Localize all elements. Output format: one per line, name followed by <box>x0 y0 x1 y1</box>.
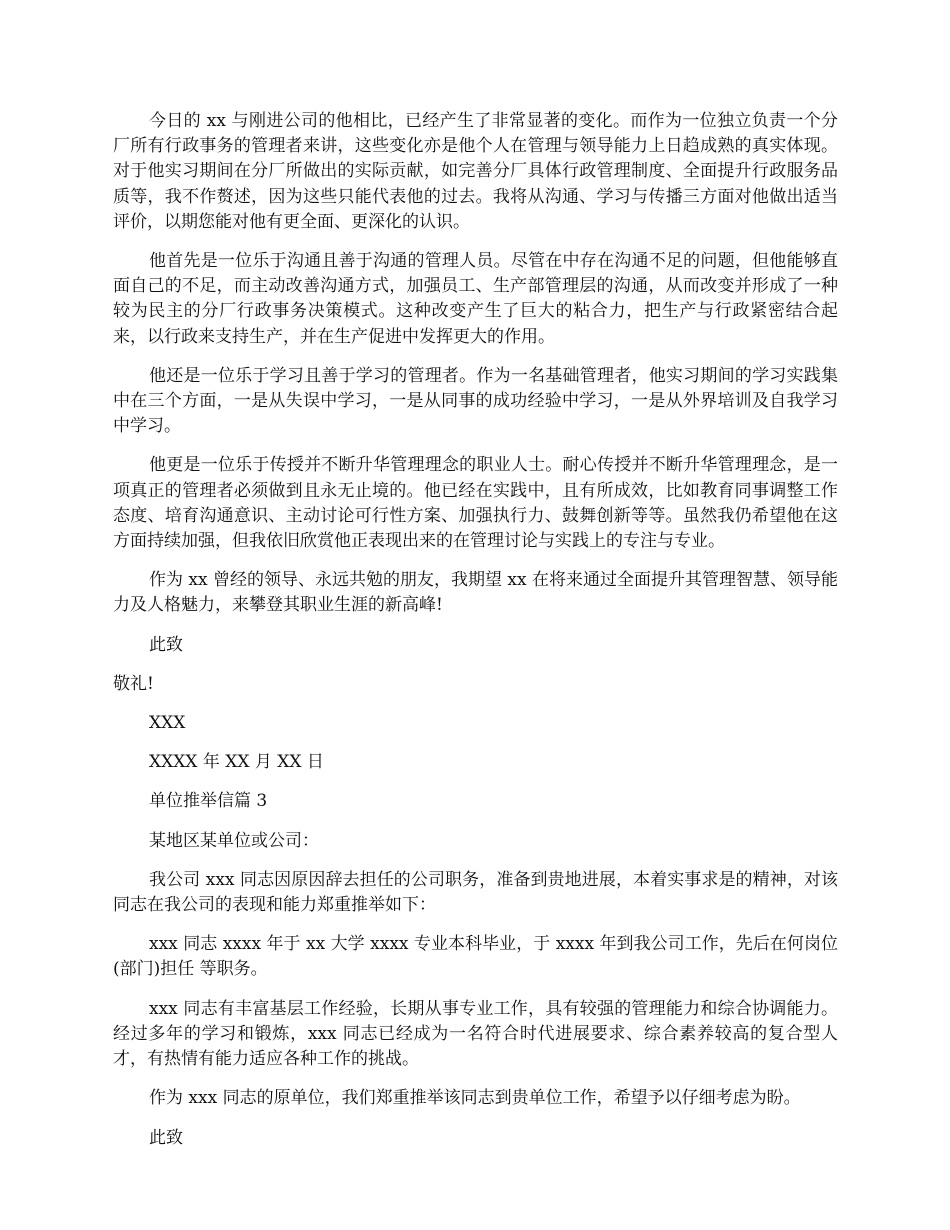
signature-name: XXX <box>149 713 186 734</box>
document-page <box>113 109 838 1165</box>
salutation-cizhi: 此致 <box>149 634 183 655</box>
paragraph-evaluation-intro: 今日的 xx 与刚进公司的他相比，已经产生了非常显著的变化。而作为一位独立负责一个分厂所有行政事务的管理者来讲，这些变化亦是他个人在管理与领导能力上日趋成熟的真实体现。对于他实习期间在分厂所做出的实际贡献，如完善分厂具体行政管理制度、全面提升行政服务品质等，我不作赘述，因为这些只能代表他的过去。我将从沟通、学习与传播三方面对他做出适当评价，以期您能对他有更全面、更深化的认识。 <box>113 111 838 232</box>
recipient-line: 某地区某单位或公司： <box>149 830 319 851</box>
salutation-jingli: 敬礼! <box>113 673 154 694</box>
paragraph-communication: 他首先是一位乐于沟通且善于沟通的管理人员。尽管在中存在沟通不足的问题，但他能够直面自己的不足，而主动改善沟通方式，加强员工、生产部管理层的沟通，从而改变并形成了一种较为民主的分厂行政事务决策模式。这种改变产生了巨大的粘合力，把生产与行政紧密结合起来，以行政来支持生产，并在生产促进中发挥更大的作用。 <box>113 251 838 347</box>
paragraph-teaching: 他更是一位乐于传授并不断升华管理理念的职业人士。耐心传授并不断升华管理理念，是一项真正的管理者必须做到且永无止境的。他已经在实践中，且有所成效，比如教育同事调整工作态度、培育沟通意识、主动讨论可行性方案、加强执行力、鼓舞创新等等。虽然我仍希望他在这方面持续加强，但我依旧欣赏他正表现出来的在管理讨论与实践上的专注与专业。 <box>113 455 838 552</box>
paragraph-recommendation: 作为 xxx 同志的原单位，我们郑重推举该同志到贵单位工作，希望予以仔细考虑为盼。 <box>149 1088 801 1109</box>
paragraph-learning: 他还是一位乐于学习且善于学习的管理者。作为一名基础管理者，他实习期间的学习实践集中在三个方面，一是从失误中学习，一是从同事的成功经验中学习，一是从外界培训及自我学习中学习。 <box>113 365 838 437</box>
signature-date: XXXX 年 XX 月 XX 日 <box>149 752 324 773</box>
paragraph-closing-wish: 作为 xx 曾经的领导、永远共勉的朋友，我期望 xx 在将来通过全面提升其管理智慧、领导能力及人格魅力，来攀登其职业生涯的新高峰! <box>113 570 838 616</box>
section-title-letter-3: 单位推举信篇 3 <box>149 791 268 812</box>
paragraph-experience: xxx 同志有丰富基层工作经验，长期从事专业工作，具有较强的管理能力和综合协调能力。经过多年的学习和锻炼，xxx 同志已经成为一名符合时代进展要求、综合素养较高的复合型人才，有热情有能力适应各种工作的挑战。 <box>113 998 838 1070</box>
salutation-cizhi-2: 此致 <box>149 1127 183 1148</box>
paragraph-recommendation-intro: 我公司 xxx 同志因原因辞去担任的公司职务，准备到贵地进展，本着实事求是的精神，对该同志在我公司的表现和能力郑重推举如下： <box>113 869 838 916</box>
paragraph-education: xxx 同志 xxxx 年于 xx 大学 xxxx 专业本科毕业，于 xxxx 年到我公司工作，先后在何岗位(部门)担任 等职务。 <box>113 934 838 980</box>
